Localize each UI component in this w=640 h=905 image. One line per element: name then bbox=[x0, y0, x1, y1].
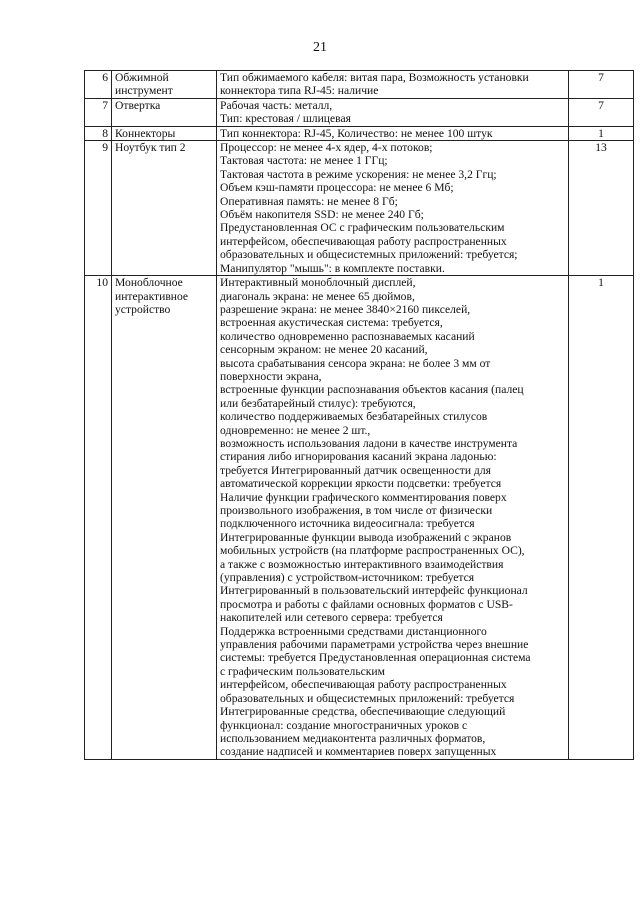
item-description bbox=[217, 126, 569, 140]
item-name bbox=[112, 276, 217, 760]
description-line: Наличие функции графического комментирования поверх bbox=[220, 490, 507, 504]
item-name-line: устройство bbox=[115, 302, 171, 316]
table-row bbox=[85, 98, 634, 126]
item-name-line: Моноблочное bbox=[115, 276, 183, 290]
description-line: разрешение экрана: не менее 3840×2160 пикселей, bbox=[220, 302, 471, 316]
description-line: (управления) с устройством-источником: требуется bbox=[220, 571, 475, 585]
description-line: образовательных и общесистемных приложений: требуется bbox=[220, 691, 515, 705]
description-line: Интерактивный моноблочный дисплей, bbox=[220, 276, 416, 290]
description-line: накопителей или сетевого сервера: требуется bbox=[220, 611, 443, 625]
item-number: 7 bbox=[85, 98, 112, 126]
item-number: 9 bbox=[85, 141, 112, 276]
description-line: с графическим пользовательским bbox=[220, 664, 385, 678]
description-line: интерфейсом, обеспечивающая работу распространенных bbox=[220, 234, 507, 248]
table-row bbox=[85, 141, 634, 276]
item-quantity: 1 bbox=[569, 276, 634, 760]
description-line: произвольного изображения, в том числе от физически bbox=[220, 504, 493, 517]
item-quantity: 7 bbox=[569, 71, 634, 99]
description-line: возможность использования ладони в качестве инструмента bbox=[220, 436, 518, 450]
item-name-line: Обжимной bbox=[115, 71, 169, 84]
item-name-line: Коннекторы bbox=[115, 126, 176, 140]
description-line: поверхности экрана, bbox=[220, 369, 322, 383]
description-line: Интегрированный в пользовательский интерфейс функционал bbox=[220, 584, 528, 598]
description-line: диагональ экрана: не менее 65 дюймов, bbox=[220, 289, 415, 303]
description-line: Тип обжимаемого кабеля: витая пара, Возможность установки bbox=[220, 71, 529, 84]
description-line: подключенного источника видеосигнала: требуется bbox=[220, 517, 475, 531]
item-name bbox=[112, 98, 217, 126]
item-name-line: интерактивное bbox=[115, 289, 189, 303]
description-line: образовательных и общесистемных приложений: требуется; bbox=[220, 248, 518, 262]
description-line: системы: требуется Предустановленная операционная система bbox=[220, 651, 531, 665]
description-line: управления рабочими параметрами устройства через внешние bbox=[220, 638, 529, 652]
item-name bbox=[112, 71, 217, 99]
item-number: 8 bbox=[85, 126, 112, 140]
description-line: Оперативная память: не менее 8 Гб; bbox=[220, 194, 398, 208]
specification-table-body bbox=[85, 71, 634, 760]
specification-table bbox=[84, 70, 634, 760]
description-line: встроенная акустическая система: требуется, bbox=[220, 316, 443, 330]
description-line: Объём накопителя SSD: не менее 240 Гб; bbox=[220, 208, 424, 222]
description-line: Манипулятор "мышь": в комплекте поставки. bbox=[220, 261, 445, 275]
description-line: Тип: крестовая / шлицевая bbox=[220, 112, 351, 126]
description-line: количество поддерживаемых безбатарейных стилусов bbox=[220, 410, 488, 424]
item-number: 6 bbox=[85, 71, 112, 99]
description-line: Тактовая частота в режиме ускорения: не менее 3,2 Ггц; bbox=[220, 167, 497, 181]
description-line: Тип коннектора: RJ-45, Количество: не менее 100 штук bbox=[220, 126, 493, 140]
item-description bbox=[217, 71, 569, 99]
description-line: коннектора типа RJ-45: наличие bbox=[220, 84, 379, 98]
table-row bbox=[85, 126, 634, 140]
description-line: Рабочая часть: металл, bbox=[220, 98, 333, 112]
description-line: Интегрированные функции вывода изображений с экранов bbox=[220, 530, 512, 544]
description-line: автоматической коррекции яркости подсветки: требуется bbox=[220, 477, 502, 491]
description-line: использованием медиаконтента различных форматов, bbox=[220, 731, 486, 745]
description-line: встроенные функции распознавания объектов касания (палец bbox=[220, 383, 524, 397]
description-line: требуется Интегрированный датчик освещенности для bbox=[220, 463, 491, 477]
table-row bbox=[85, 276, 634, 760]
description-line: Объем кэш-памяти процессора: не менее 6 Мб; bbox=[220, 181, 454, 195]
item-quantity: 1 bbox=[569, 126, 634, 140]
description-line: количество одновременно распознаваемых касаний bbox=[220, 329, 475, 343]
description-line: Процессор: не менее 4-х ядер, 4-х потоков; bbox=[220, 141, 433, 155]
page-number: 21 bbox=[313, 40, 327, 55]
description-line: высота срабатывания сенсора экрана: не более 3 мм от bbox=[220, 356, 491, 370]
description-line: Интегрированные средства, обеспечивающие следующий bbox=[220, 705, 506, 719]
item-name bbox=[112, 141, 217, 276]
item-name-line: Отвертка bbox=[115, 98, 161, 112]
description-line: Тактовая частота: не менее 1 ГГц; bbox=[220, 154, 388, 168]
description-line: сенсорным экраном: не менее 20 касаний, bbox=[220, 343, 428, 357]
description-line: функционал: создание многостраничных уроков с bbox=[220, 718, 468, 732]
description-line: а также с возможностью интерактивного взаимодействия bbox=[220, 557, 504, 571]
item-description bbox=[217, 98, 569, 126]
item-description bbox=[217, 276, 569, 760]
item-quantity: 13 bbox=[569, 141, 634, 276]
description-line: одновременно: не менее 2 шт., bbox=[220, 423, 371, 437]
description-line: Предустановленная ОС с графическим пользовательским bbox=[220, 221, 505, 235]
item-description bbox=[217, 141, 569, 276]
description-line: просмотра и работы с файлами основных форматов с USB- bbox=[220, 597, 513, 611]
item-name bbox=[112, 126, 217, 140]
item-name-line: Ноутбук тип 2 bbox=[115, 141, 186, 155]
description-line: Поддержка встроенными средствами дистанционного bbox=[220, 624, 487, 638]
item-number: 10 bbox=[85, 276, 112, 760]
description-line: мобильных устройств (на платформе распространенных ОС), bbox=[220, 544, 525, 558]
table-row bbox=[85, 71, 634, 99]
item-quantity: 7 bbox=[569, 98, 634, 126]
description-line: или безбатарейный стилус): требуются, bbox=[220, 396, 416, 410]
item-name-line: инструмент bbox=[115, 84, 173, 98]
description-line: создание надписей и комментариев поверх запущенных bbox=[220, 745, 497, 759]
description-line: стирания либо игнорирования касаний экрана ладонью: bbox=[220, 450, 497, 464]
description-line: интерфейсом, обеспечивающая работу распространенных bbox=[220, 678, 507, 692]
